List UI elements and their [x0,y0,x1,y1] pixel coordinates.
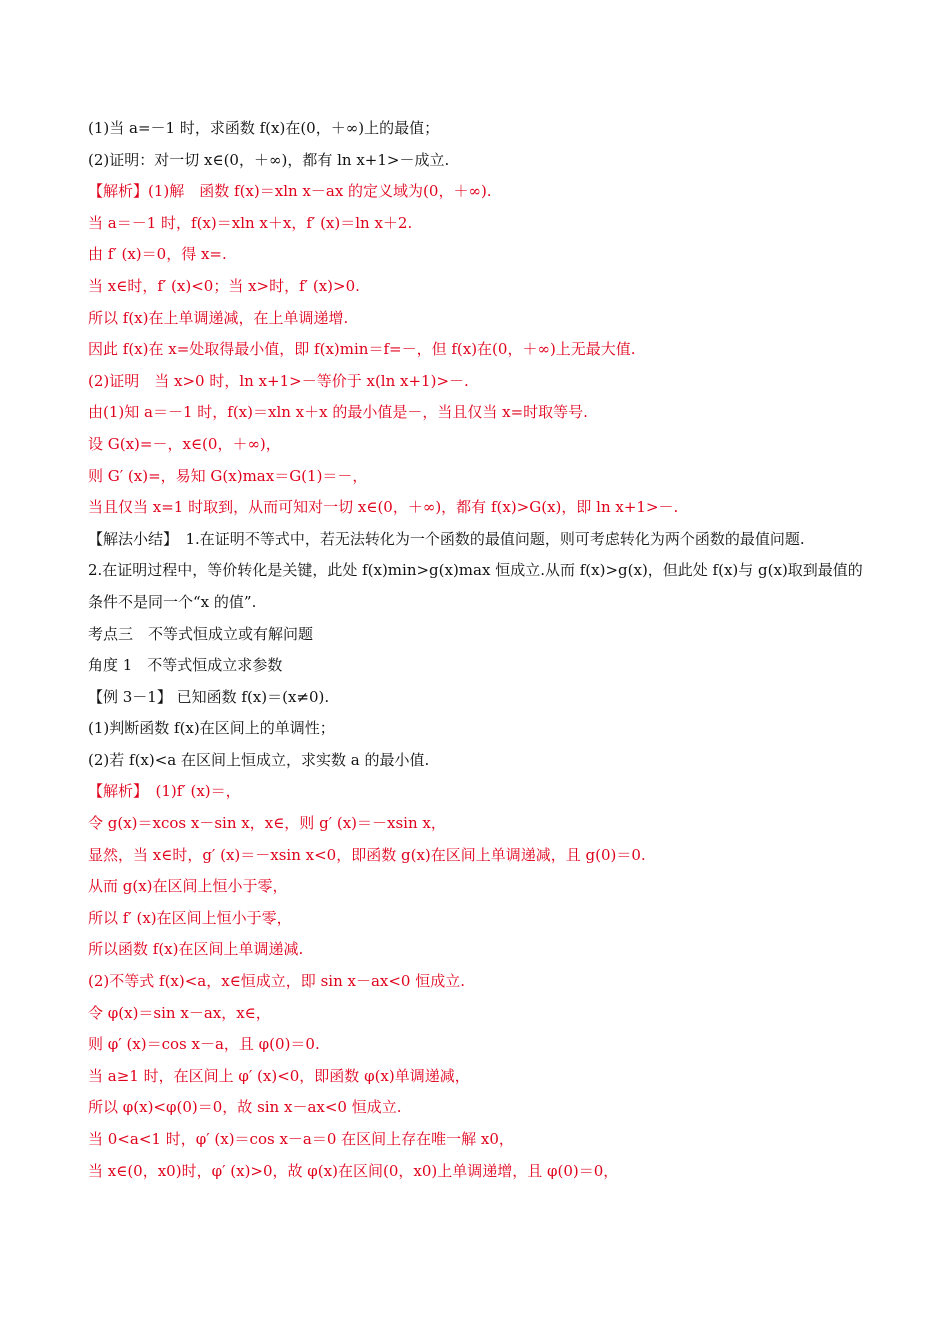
text-line: 【解析】(1)解 函数 f(x)＝xln x－ax 的定义域为(0，＋∞). [88,182,492,201]
text-line: 【解法小结】 1.在证明不等式中，若无法转化为一个函数的最值问题，则可考虑转化为两个函数的最值问题. [88,529,805,548]
text-line: (1)当 a=－1 时，求函数 f(x)在(0，＋∞)上的最值； [88,119,440,137]
text-line: 所以函数 f(x)在区间上单调递减. [88,940,304,959]
text-line: 令 g(x)＝xcos x－sin x，x∈，则 g′ (x)＝－xsin x， [88,814,446,833]
text-line: 所以 f′ (x)在区间上恒小于零， [88,908,292,927]
text-line: 因此 f(x)在 x=处取得最小值，即 f(x)min＝f=－，但 f(x)在(0，＋∞)上无最大值. [88,340,636,359]
text-line: 所以 f(x)在上单调递减，在上单调递增. [88,308,349,327]
text-line: 当 a≥1 时，在区间上 φ′ (x)<0，即函数 φ(x)单调递减， [88,1066,470,1085]
text-line: 设 G(x)=－，x∈(0，＋∞)， [88,434,281,453]
text-line: (1)判断函数 f(x)在区间上的单调性； [88,719,335,738]
text-line: 当且仅当 x=1 时取到，从而可知对一切 x∈(0，＋∞)，都有 f(x)>G(x)，即 ln x+1>－. [88,498,679,517]
text-line: 由 f′ (x)＝0，得 x=. [88,245,227,264]
text-line: (2)证明：对一切 x∈(0，＋∞)，都有 ln x+1>－成立. [88,150,450,169]
text-line: 2.在证明过程中，等价转化是关键，此处 f(x)min>g(x)max 恒成立.从而 f(x)>g(x)，但此处 f(x)与 g(x)取到最值的条件不是同一个“x 的值”. [88,561,863,611]
text-line: 当 x∈(0，x0)时，φ′ (x)>0，故 φ(x)在区间(0，x0)上单调递增，且 φ(0)＝0， [88,1161,619,1180]
text-line: 当 0<a<1 时，φ′ (x)＝cos x－a＝0 在区间上存在唯一解 x0， [88,1130,514,1148]
text-line: (2)若 f(x)<a 在区间上恒成立，求实数 a 的最小值. [88,750,430,769]
text-line: 由(1)知 a＝－1 时，f(x)＝xln x＋x 的最小值是－，当且仅当 x=时取等号. [88,403,588,422]
text-line: 角度 1 不等式恒成立求参数 [88,656,283,675]
text-line: 则 G′ (x)=，易知 G(x)max＝G(1)＝－， [88,466,368,485]
text-line: 当 a＝－1 时，f(x)＝xln x＋x，f′ (x)＝ln x＋2. [88,213,413,232]
text-line: 考点三 不等式恒成立或有解问题 [88,624,314,643]
document-body [88,113,868,1187]
text-line: 令 φ(x)＝sin x－ax，x∈， [88,1003,271,1022]
text-line: 所以 φ(x)<φ(0)＝0，故 sin x－ax<0 恒成立. [88,1098,402,1117]
text-line: 【例 3－1】 已知函数 f(x)＝(x≠0). [88,687,330,706]
text-line: 【解析】 (1)f′ (x)＝， [88,782,241,801]
text-line: 显然，当 x∈时，g′ (x)＝－xsin x<0，即函数 g(x)在区间上单调递减，且 g(0)＝0. [88,845,646,864]
text-line: (2)证明 当 x>0 时，ln x+1>－等价于 x(ln x+1)>－. [88,371,469,390]
text-line: 从而 g(x)在区间上恒小于零， [88,877,288,896]
text-line: 则 φ′ (x)＝cos x－a，且 φ(0)＝0. [88,1035,320,1054]
text-line: 当 x∈时，f′ (x)<0；当 x>时，f′ (x)>0. [88,276,360,295]
text-line: (2)不等式 f(x)<a，x∈恒成立，即 sin x－ax<0 恒成立. [88,972,466,991]
